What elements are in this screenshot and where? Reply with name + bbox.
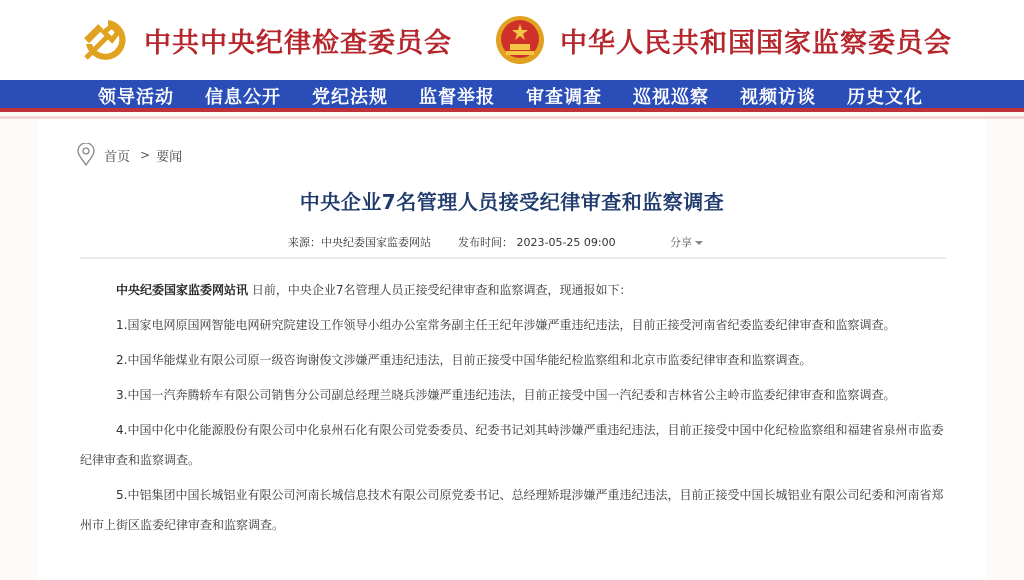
share-button[interactable] bbox=[670, 234, 703, 250]
nav-item-report[interactable]: 监督举报 bbox=[419, 87, 495, 108]
article-paragraph: 1.国家电网原国网智能电网研究院建设工作领导小组办公室常务副主任王纪年涉嫌严重违纪违法，目前正接受河南省纪委监委纪律审查和监察调查。 bbox=[116, 318, 896, 332]
nav-item-info-disclosure[interactable]: 信息公开 bbox=[205, 87, 281, 108]
article-lead-text: 日前，中央企业7名管理人员正接受纪律审查和监察调查，现通报如下： bbox=[248, 283, 632, 297]
nsc-title: 中华人民共和国国家监察委员会 bbox=[560, 27, 952, 59]
national-emblem-icon bbox=[494, 14, 546, 66]
article-paragraph: 3.中国一汽奔腾轿车有限公司销售分公司副总经理兰晓兵涉嫌严重违纪违法，目前正接受中国一汽纪委和吉林省公主岭市监委纪律审查和监察调查。 bbox=[116, 388, 896, 402]
breadcrumb-separator: > bbox=[140, 148, 151, 162]
article-title: 中央企业7名管理人员接受纪律审查和监察调查 bbox=[299, 190, 725, 214]
party-emblem-icon bbox=[78, 14, 130, 66]
article-paragraph: 2.中国华能煤业有限公司原一级咨询谢俊文涉嫌严重违纪违法，目前正接受中国华能纪检监察组和北京市监委纪律审查和监察调查。 bbox=[116, 353, 812, 367]
breadcrumb-current[interactable]: 要闻 bbox=[156, 149, 183, 165]
nav-item-history-culture[interactable]: 历史文化 bbox=[847, 87, 923, 108]
breadcrumb-home[interactable]: 首页 bbox=[104, 149, 131, 165]
location-pin-icon bbox=[76, 143, 96, 167]
main-nav bbox=[0, 80, 1024, 112]
article-paragraph: 4.中国中化中化能源股份有限公司中化泉州石化有限公司党委委员、纪委书记刘其峙涉嫌严重违纪违法，目前正接受中国中化纪检监察组和福建省泉州市监委纪律审查和监察调查。 bbox=[80, 423, 944, 467]
nav-item-video-interviews[interactable]: 视频访谈 bbox=[740, 87, 816, 108]
meta-divider bbox=[80, 257, 946, 259]
share-label: 分享 bbox=[670, 236, 692, 249]
breadcrumb bbox=[76, 143, 182, 167]
site-header bbox=[0, 0, 1024, 80]
nav-item-leadership[interactable]: 领导活动 bbox=[98, 87, 174, 108]
nav-item-inspection[interactable]: 巡视巡察 bbox=[633, 87, 709, 108]
article-container bbox=[38, 119, 986, 580]
article-lead-paragraph bbox=[80, 275, 946, 305]
article-paragraph: 5.中铝集团中国长城铝业有限公司河南长城信息技术有限公司原党委书记、总经理矫琨涉嫌严重违纪违法，目前正接受中国长城铝业有限公司纪委和河南省郑州市上街区监委纪律审查和监察调查。 bbox=[80, 488, 944, 532]
article-publish-time: 发布时间： 2023-05-25 09:00 bbox=[458, 236, 616, 249]
nsc-brand[interactable] bbox=[494, 0, 952, 80]
ccdi-title: 中共中央纪律检查委员会 bbox=[144, 27, 452, 59]
ccdi-brand[interactable] bbox=[78, 0, 452, 80]
article-lead-source: 中央纪委国家监委网站讯 bbox=[116, 283, 249, 297]
article-body bbox=[80, 275, 946, 545]
nav-item-investigation[interactable]: 审查调查 bbox=[526, 87, 602, 108]
nav-item-regulations[interactable]: 党纪法规 bbox=[312, 87, 388, 108]
chevron-down-icon bbox=[695, 241, 703, 245]
article-source: 来源：中央纪委国家监委网站 bbox=[288, 236, 431, 249]
